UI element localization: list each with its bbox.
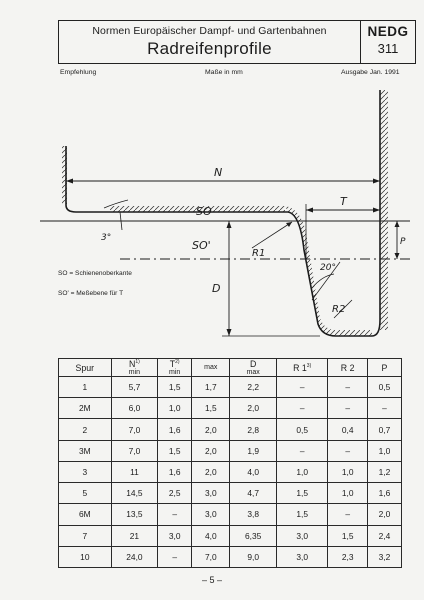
label-p: P bbox=[400, 237, 406, 247]
table-header-row bbox=[59, 359, 402, 377]
profile-dimensions-table bbox=[58, 358, 402, 568]
col-d: D max bbox=[230, 359, 277, 377]
recommendation-label: Empfehlung bbox=[60, 69, 97, 76]
table-row: 7 21 3,0 4,0 6,35 3,0 1,5 2,4 bbox=[59, 525, 402, 546]
edition-date: Ausgabe Jan. 1991 bbox=[341, 69, 400, 76]
label-angle-3: 3° bbox=[101, 233, 112, 243]
label-r2: R2 bbox=[332, 304, 346, 315]
col-n: $N^{1)}$ min bbox=[111, 359, 158, 377]
norm-code: NEDG bbox=[367, 24, 409, 39]
col-t-max: max bbox=[192, 359, 230, 377]
label-r1: R1 bbox=[252, 248, 266, 259]
norm-code-box bbox=[361, 21, 415, 63]
table-row: 10 24,0 – 7,0 9,0 3,0 2,3 3,2 bbox=[59, 546, 402, 567]
table-row: 3M 7,0 1,5 2,0 1,9 – – 1,0 bbox=[59, 440, 402, 461]
units-note: Maße in mm bbox=[205, 69, 243, 76]
col-spur: Spur bbox=[59, 359, 112, 377]
table-row: 2 7,0 1,6 2,0 2,8 0,5 0,4 0,7 bbox=[59, 419, 402, 440]
col-r1: R 1$^{3)}$ bbox=[276, 359, 327, 377]
document-title: Radreifenprofile bbox=[147, 39, 272, 58]
table-row: 3 11 1,6 2,0 4,0 1,0 1,0 1,2 bbox=[59, 461, 402, 482]
wheel-profile-drawing bbox=[0, 80, 424, 350]
page-number: – 5 – bbox=[201, 575, 223, 585]
profile-outline bbox=[66, 90, 380, 336]
label-d: D bbox=[212, 282, 221, 295]
label-so-prime: SO' bbox=[192, 239, 211, 252]
label-n: N bbox=[214, 166, 223, 179]
legend-so-prime: SO' = Meßebene für T bbox=[58, 290, 124, 297]
title-block bbox=[58, 20, 416, 64]
col-t-min: $T^{2)}$ min bbox=[158, 359, 192, 377]
table-row: 5 14,5 2,5 3,0 4,7 1,5 1,0 1,6 bbox=[59, 483, 402, 504]
norm-number: 311 bbox=[377, 41, 399, 56]
table-row: 6M 13,5 – 3,0 3,8 1,5 – 2,0 bbox=[59, 504, 402, 525]
label-t: T bbox=[340, 195, 347, 208]
col-r2: R 2 bbox=[328, 359, 368, 377]
organization-name: Normen Europäischer Dampf- und Gartenbahnen bbox=[92, 25, 327, 37]
table-row: 1 5,7 1,5 1,7 2,2 – – 0,5 bbox=[59, 377, 402, 398]
col-p: P bbox=[367, 359, 401, 377]
legend-so: SO = Schienenoberkante bbox=[58, 270, 132, 277]
label-angle-20: 20° bbox=[320, 263, 336, 273]
right-hatch bbox=[380, 90, 388, 330]
label-so: SO bbox=[196, 205, 212, 218]
table-row: 2M 6,0 1,0 1,5 2,0 – – – bbox=[59, 398, 402, 419]
title-main bbox=[59, 21, 361, 63]
